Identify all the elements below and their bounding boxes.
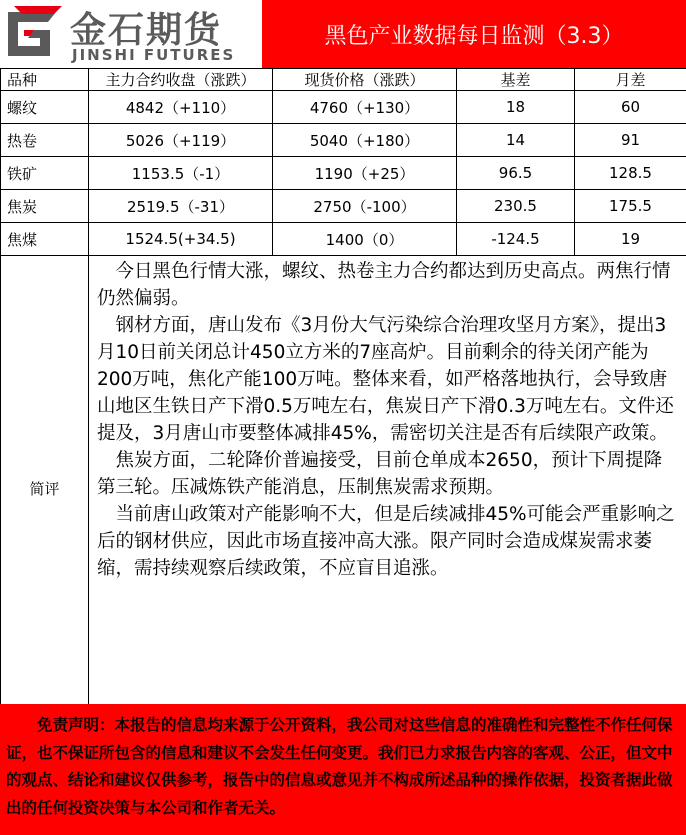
logo-english-name: JINSHI FUTURES (72, 46, 236, 64)
column-header-basis: 基差 (457, 69, 575, 91)
market-data-table (0, 68, 686, 721)
table-cell: 1524.5(+34.5) (89, 223, 273, 256)
logo-chinese-name: 金石期货 (70, 10, 223, 51)
disclaimer-text: 免责声明：本报告的信息均来源于公开资料，我公司对这些信息的准确性和完整性不作任何保证，也不保证所包含的信息和建议不会发生任何变更。我们已力求报告内容的客观、公正，但文中的观点、结论和建议仅供参考，报告中的信息或意见并不构成所述品种的操作依据，投资者据此做出的任何投资决策与本公司和作者无关。 (0, 704, 686, 835)
comment-paragraph: 焦炭方面，二轮降价普遍接受，目前仓单成本2650，预计下周提降第三轮。压减炼铁产能消息，压制焦炭需求预期。 (97, 450, 663, 498)
table-row (1, 91, 686, 124)
table-cell: 铁矿 (1, 157, 89, 190)
table-cell: 91 (575, 124, 686, 157)
table-cell: 2519.5（-31） (89, 190, 273, 223)
comment-row (1, 256, 686, 721)
table-cell: 96.5 (457, 157, 575, 190)
comment-label: 简评 (1, 256, 89, 721)
table-row (1, 223, 686, 256)
table-header-row (1, 69, 686, 91)
table-cell: 18 (457, 91, 575, 124)
table-cell: 焦炭 (1, 190, 89, 223)
column-header-spot-price: 现货价格（涨跌） (273, 69, 457, 91)
report-title (262, 0, 686, 68)
table-row (1, 157, 686, 190)
jinshi-logo-icon (4, 4, 64, 64)
table-cell: 19 (575, 223, 686, 256)
table-cell: 1190（+25） (273, 157, 457, 190)
table-cell: 4842（+110） (89, 91, 273, 124)
table-cell: 5026（+119） (89, 124, 273, 157)
company-logo (0, 0, 262, 68)
table-cell: -124.5 (457, 223, 575, 256)
table-cell: 焦煤 (1, 223, 89, 256)
report-title-text: 黑色产业数据每日监测（3.3） (324, 23, 624, 49)
table-cell: 175.5 (575, 190, 686, 223)
column-header-spread: 月差 (575, 69, 686, 91)
comment-paragraph: 钢材方面，唐山发布《3月份大气污染综合治理攻坚月方案》，提出3月10日前关闭总计450立方米的7座高炉。目前剩余的待关闭产能为200万吨，焦化产能100万吨。整体来看，如严格落地执行，会导致唐山地区生铁日产下滑0.5万吨左右，焦炭日产下滑0.3万吨左右。文件还提及，3月唐山市要整体减排45%，需密切关注是否有后续限产政策。 (97, 315, 674, 444)
column-header-futures-close: 主力合约收盘（涨跌） (89, 69, 273, 91)
table-cell: 230.5 (457, 190, 575, 223)
column-header-variety: 品种 (1, 69, 89, 91)
table-cell: 60 (575, 91, 686, 124)
table-cell: 2750（-100） (273, 190, 457, 223)
table-cell: 1153.5（-1） (89, 157, 273, 190)
table-cell: 热卷 (1, 124, 89, 157)
table-cell: 1400（0） (273, 223, 457, 256)
table-cell: 4760（+130） (273, 91, 457, 124)
table-cell: 14 (457, 124, 575, 157)
comment-body (89, 256, 686, 721)
table-cell: 128.5 (575, 157, 686, 190)
table-row (1, 190, 686, 223)
table-row (1, 124, 686, 157)
comment-paragraph: 今日黑色行情大涨，螺纹、热卷主力合约都达到历史高点。两焦行情仍然偏弱。 (97, 261, 671, 309)
report-header (0, 0, 686, 68)
table-cell: 5040（+180） (273, 124, 457, 157)
comment-paragraph: 当前唐山政策对产能影响不大，但是后续减排45%可能会严重影响之后的钢材供应，因此市场直接冲高大涨。限产同时会造成煤炭需求萎缩，需持续观察后续政策，不应盲目追涨。 (97, 504, 675, 579)
table-cell: 螺纹 (1, 91, 89, 124)
